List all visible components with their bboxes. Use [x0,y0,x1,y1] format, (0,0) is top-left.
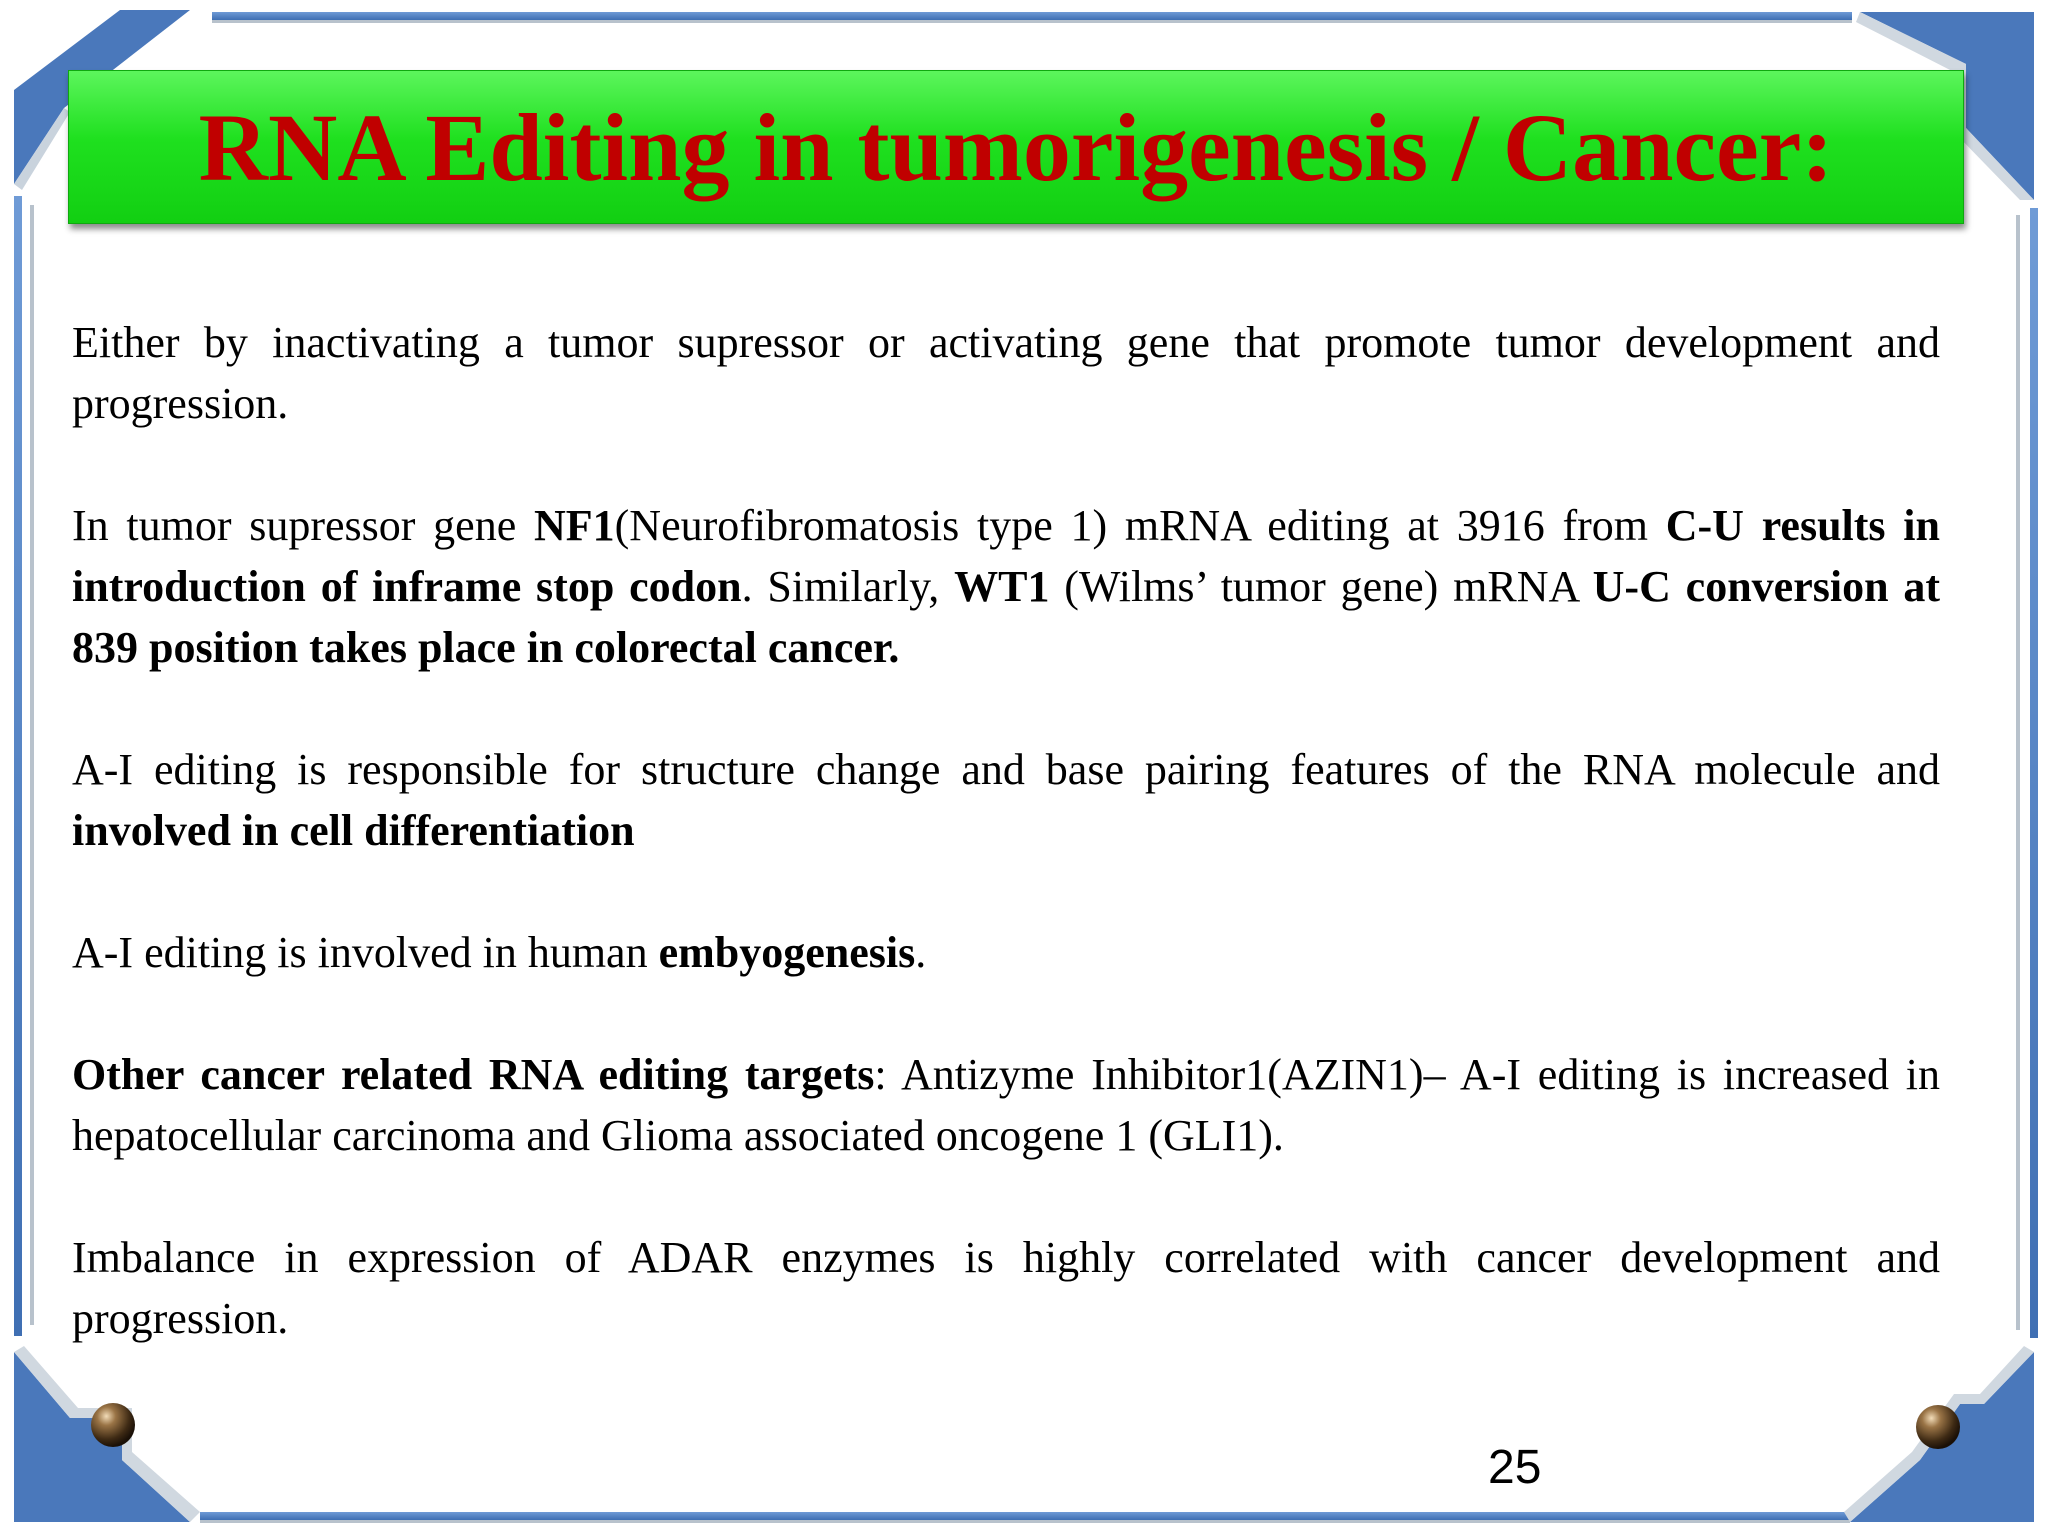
title-banner [68,70,1964,224]
gene-wt1: WT1 [954,562,1050,611]
paragraph-3 [72,739,1940,861]
paragraph-2 [72,495,1940,678]
bronze-ball-left [91,1403,135,1447]
paragraph-1 [72,312,1940,434]
left-border [14,196,34,1336]
paragraph-2-text-e: . Similarly, [741,562,955,611]
paragraph-4 [72,922,1940,983]
paragraph-3-bold-b: involved in cell differentiation [72,806,635,855]
right-border [2016,208,2038,1338]
page-number: 25 [1488,1441,1542,1494]
paragraph-5-bold-a: Other cancer related RNA editing targets [72,1050,875,1099]
paragraph-2-text-c: (Neurofibromatosis type 1) mRNA editing at 3916 from [614,501,1666,550]
paragraph-2-bold-h: U-C conversion at 839 position takes place in colorectal cancer. [72,562,1941,672]
paragraph-2-bold-d: C-U results in introduction of inframe stop codon [72,501,1940,611]
paragraph-4-text-a: A-I editing is involved in human [72,928,659,977]
paragraph-6 [72,1227,1940,1349]
slide-title: RNA Editing in tumorigenesis / Cancer: [198,93,1834,201]
gene-nf1: NF1 [533,501,615,550]
paragraph-4-text-c: . [915,928,927,977]
slide-body [72,312,1940,1349]
paragraph-3-text-a: A-I editing is responsible for structure change and base pairing features of the RNA molecule and [72,745,1940,794]
paragraph-1-text: Either by inactivating a tumor supressor or activating gene that promote tumor development and progression. [72,318,1940,428]
paragraph-2-text-a: In tumor supressor gene [72,501,534,550]
paragraph-5-text-b: : Antizyme Inhibitor1(AZIN1)– A-I editing is increased in hepatocellular carcinoma and Glioma associated oncogene 1 (GLI1). [72,1050,1940,1160]
paragraph-5 [72,1044,1940,1166]
bottom-border [200,1512,1850,1523]
top-border [212,12,1852,23]
paragraph-2-text-g: (Wilms’ tumor gene) mRNA [1049,562,1593,611]
paragraph-4-bold-b: embyogenesis [658,928,916,977]
bronze-ball-right [1916,1405,1960,1449]
paragraph-6-text: Imbalance in expression of ADAR enzymes is highly correlated with cancer development and progression. [72,1233,1940,1343]
